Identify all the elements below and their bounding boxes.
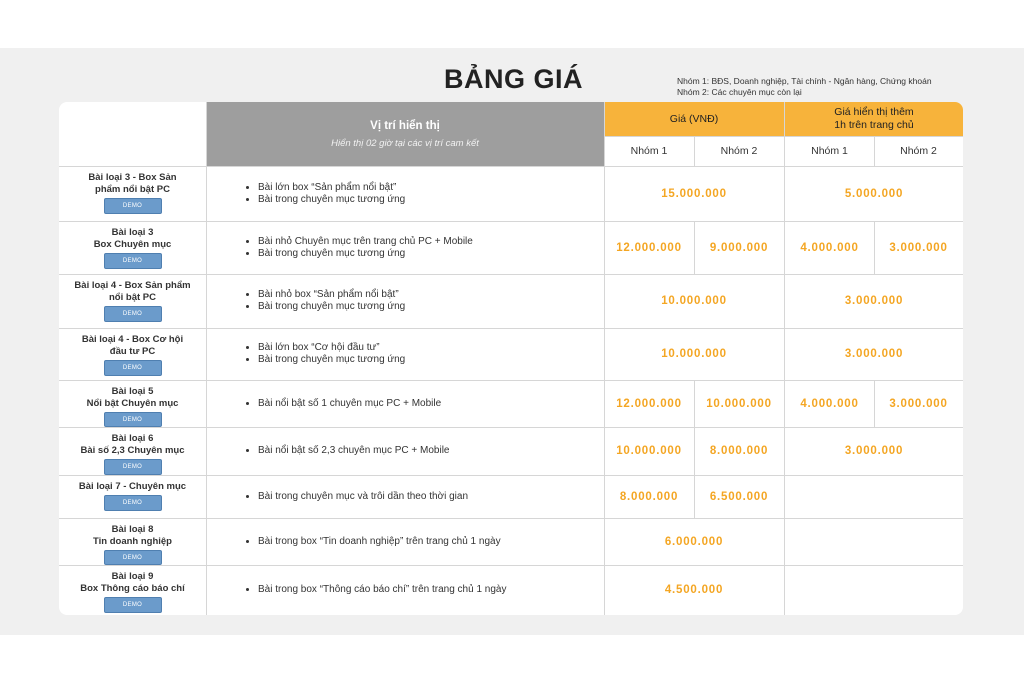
position-bullet: • Bài trong chuyên mục tương ứng	[258, 354, 405, 366]
demo-button[interactable]: DEMO	[104, 253, 162, 269]
position-bullet: • Bài trong chuyên mục và trôi dần theo thời gian	[258, 491, 468, 503]
row-name-line: Bài loại 9	[111, 571, 154, 582]
table-row	[59, 475, 963, 518]
base-price-group1: 10.000.000	[616, 445, 682, 457]
position-bullets	[246, 445, 450, 457]
row-name-cell	[59, 328, 206, 380]
row-name-line: phẩm nổi bật PC	[95, 184, 170, 195]
row-name-line: đầu tư PC	[109, 346, 156, 357]
position-bullets	[246, 236, 473, 260]
grid-line	[206, 102, 207, 615]
base-price: 4.500.000	[664, 584, 724, 596]
position-bullets	[246, 342, 405, 366]
row-name-cell	[59, 221, 206, 274]
row-name-line: Bài loại 8	[111, 524, 154, 535]
position-cell	[206, 518, 604, 565]
position-cell	[206, 166, 604, 221]
position-bullet: • Bài nổi bật số 2,3 chuyên mục PC + Mobile	[258, 445, 450, 457]
table-row	[59, 328, 963, 380]
grid-line	[694, 221, 695, 274]
row-name-line: Bài số 2,3 Chuyên mục	[80, 445, 185, 456]
row-name-line: Bài loại 5	[111, 386, 154, 397]
base-price: 10.000.000	[661, 348, 727, 360]
grid-line	[59, 166, 963, 167]
extra-price-group2: 3.000.000	[889, 241, 948, 254]
grid-line	[59, 565, 963, 566]
position-cell	[206, 427, 604, 475]
demo-button[interactable]: DEMO	[104, 495, 162, 511]
position-bullet: • Bài trong box “Tin doanh nghiệp” trên trang chủ 1 ngày	[258, 536, 501, 548]
grid-line	[59, 427, 963, 428]
demo-button[interactable]: DEMO	[104, 306, 162, 322]
grid-line	[59, 221, 963, 222]
position-bullets	[246, 398, 441, 410]
table-row	[59, 565, 963, 615]
position-bullet: • Bài lớn box “Sản phẩm nổi bật”	[258, 182, 405, 194]
row-name-cell	[59, 565, 206, 615]
extra-price: 3.000.000	[844, 295, 904, 307]
price-group2-header: Nhóm 2	[720, 145, 758, 157]
table-row	[59, 274, 963, 328]
position-cell	[206, 475, 604, 518]
position-cell	[206, 565, 604, 615]
position-bullets	[246, 536, 501, 548]
grid-line	[59, 475, 963, 476]
demo-button[interactable]: DEMO	[104, 597, 162, 613]
position-bullets	[246, 182, 405, 206]
row-name-line: Nổi bật Chuyên mục	[86, 398, 179, 409]
position-bullet: • Bài nhỏ box “Sản phẩm nổi bật”	[258, 289, 405, 301]
base-price: 6.000.000	[664, 535, 724, 548]
row-name-line: Bài loại 3	[111, 227, 154, 238]
base-price-group2: 6.500.000	[709, 490, 769, 503]
position-cell	[206, 328, 604, 380]
demo-button[interactable]: DEMO	[104, 198, 162, 214]
extra-price: 3.000.000	[844, 445, 904, 457]
row-name-line: Bài loại 6	[111, 433, 154, 444]
grid-line	[59, 274, 963, 275]
position-bullet: • Bài nổi bật số 1 chuyên mục PC + Mobile	[258, 398, 441, 410]
row-name-cell	[59, 274, 206, 328]
base-price-group1: 12.000.000	[616, 241, 682, 254]
base-price: 15.000.000	[661, 187, 727, 200]
row-name-line: Bài loại 4 - Box Sản phẩm	[74, 280, 191, 291]
row-name-cell	[59, 475, 206, 518]
grid-line	[874, 136, 875, 166]
table-row	[59, 380, 963, 427]
row-name-line: Bài loại 7 - Chuyên mục	[78, 481, 187, 492]
position-bullet: • Bài trong chuyên mục tương ứng	[258, 301, 405, 313]
demo-button[interactable]: DEMO	[104, 412, 162, 427]
position-cell	[206, 380, 604, 427]
position-bullets	[246, 289, 405, 313]
table-row	[59, 518, 963, 565]
group-note-1: Nhóm 1: BĐS, Doanh nghiệp, Tài chính - Ngân hàng, Chứng khoán	[677, 76, 932, 86]
position-header-title: Vị trí hiển thị	[370, 119, 440, 132]
grid-line	[874, 380, 875, 427]
demo-button[interactable]: DEMO	[104, 360, 162, 376]
price-table	[59, 102, 963, 615]
base-price-group1: 8.000.000	[619, 490, 679, 503]
row-name-cell	[59, 518, 206, 565]
base-price: 10.000.000	[661, 295, 727, 307]
grid-line	[694, 475, 695, 518]
group-notes	[677, 76, 932, 98]
table-row	[59, 221, 963, 274]
base-price-group2: 8.000.000	[709, 445, 769, 457]
row-name-cell	[59, 427, 206, 475]
price-header-label: Giá (VNĐ)	[669, 112, 719, 125]
position-cell	[206, 221, 604, 274]
position-bullets	[246, 584, 507, 596]
extra-header-line-1: Giá hiển thị thêm	[834, 106, 914, 118]
base-price-group2: 9.000.000	[709, 241, 769, 254]
extra-header	[785, 102, 963, 136]
position-header	[206, 102, 604, 166]
group-note-2: Nhóm 2: Các chuyên mục còn lại	[677, 87, 802, 97]
position-header-subtitle: Hiển thị 02 giờ tại các vị trí cam kết	[331, 137, 479, 149]
row-name-cell	[59, 380, 206, 427]
row-name-line: Box Thông cáo báo chí	[80, 583, 185, 594]
row-name-cell	[59, 166, 206, 221]
table-row	[59, 166, 963, 221]
price-header	[604, 102, 784, 136]
page-title: BẢNG GIÁ	[444, 64, 583, 94]
row-name-line: Bài loại 3 - Box Sản	[88, 172, 177, 183]
row-name-line: nổi bật PC	[109, 292, 156, 303]
grid-line	[694, 380, 695, 427]
extra-group2-header: Nhóm 2	[900, 145, 937, 157]
table-row	[59, 427, 963, 475]
position-bullets	[246, 491, 468, 503]
extra-price: 5.000.000	[844, 187, 904, 200]
position-cell	[206, 274, 604, 328]
base-price-group1: 12.000.000	[616, 397, 682, 410]
row-name-line: Bài loại 4 - Box Cơ hội	[81, 334, 184, 345]
extra-price-group2: 3.000.000	[889, 397, 948, 410]
extra-price-group1: 4.000.000	[800, 241, 859, 254]
grid-line	[784, 102, 785, 615]
base-price-group2: 10.000.000	[706, 397, 772, 410]
grid-line	[604, 102, 605, 615]
grid-line	[694, 136, 695, 166]
grid-line	[874, 221, 875, 274]
extra-price: 3.000.000	[844, 348, 904, 360]
demo-button[interactable]: DEMO	[104, 459, 162, 475]
row-name-line: Tin doanh nghiệp	[93, 536, 172, 547]
demo-button[interactable]: DEMO	[104, 550, 162, 565]
extra-price-group1: 4.000.000	[800, 397, 859, 410]
price-group1-header: Nhóm 1	[630, 145, 668, 157]
position-bullet: • Bài trong box “Thông cáo báo chí” trên trang chủ 1 ngày	[258, 584, 507, 596]
position-bullet: • Bài trong chuyên mục tương ứng	[258, 194, 405, 206]
extra-header-line-2: 1h trên trang chủ	[834, 119, 914, 131]
extra-group1-header: Nhóm 1	[811, 145, 848, 157]
position-bullet: • Bài nhỏ Chuyên mục trên trang chủ PC + Mobile	[258, 236, 473, 248]
position-bullet: • Bài trong chuyên mục tương ứng	[258, 248, 473, 260]
position-bullet: • Bài lớn box “Cơ hội đầu tư”	[258, 342, 405, 354]
grid-line	[59, 518, 963, 519]
grid-line	[694, 427, 695, 475]
grid-line	[59, 328, 963, 329]
row-name-line: Box Chuyên mục	[93, 239, 172, 250]
grid-line	[59, 380, 963, 381]
